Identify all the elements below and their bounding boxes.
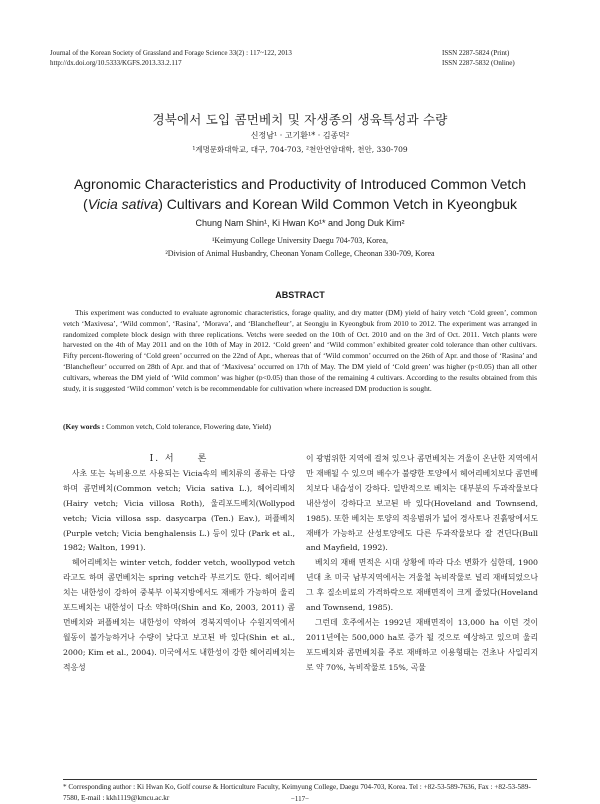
english-affiliation-1: ¹Keimyung College University Daegu 704-703, Korea, <box>212 236 388 245</box>
english-title-line1: Agronomic Characteristics and Productivity of Introduced Common Vetch <box>73 176 527 192</box>
paragraph: 헤어리베치는 winter vetch, fodder vetch, woollypod vetch 라고도 하며 콤먼베치는 spring vetch라 부르기도 한다. 헤어리베치는 내한성이 강하여 중북부 이북지방에서도 재배가 가능하며 울리포드베치는 내한성이 다소 약하며(Shin and Ko, 2003, 2011) 콤먼베치와 퍼플베치는 내한성이 약하여 경북지역이나 수원지역에서 월동이 불가능하거나 수량이 낮다고 보고된 바 있다(Shin et al., 2000; Kim et al., 2004). 미국에서도 내한성이 강한 헤어리베치는 적응성 <box>63 558 295 672</box>
english-title <box>40 174 560 214</box>
issn-print: ISSN 2287-5824 (Print) <box>442 49 510 57</box>
paragraph: 사초 또는 녹비용으로 사용되는 Vicia속의 베치류의 종류는 다양하며 콤먼베치(Common vetch; Vicia sativa L.), 헤어리베치(Hairy vetch; Vicia villosa Roth), 울리포드베치(Wollypod vetch; Vicia villosa ssp. dasycarpa (Ten.) Eav.), 퍼플베치(Purple vetch; Vicia benghalensis L.) 등이 있다 (Park et al., 1982; Walton, 1991). <box>63 468 295 553</box>
journal-header <box>50 48 292 68</box>
journal-citation: Journal of the Korean Society of Grassland and Forage Science 33(2) : 117~122, 2013 <box>50 49 292 57</box>
paragraph: 그런데 호주에서는 1992년 재배면적이 13,000 ha 이던 것이 2011년에는 500,000 ha로 증가 될 것으로 예상하고 있으며 울리포드베치와 콤먼베치를 주로 재배하고 이용형태는 건초나 사일리지로 약 70%, 녹비작물로 15%, 곡물 <box>306 617 538 672</box>
english-affiliation-2: ²Division of Animal Husbandry, Cheonan Yonam College, Cheonan 330-709, Korea <box>165 249 435 258</box>
title-rest: ) Cultivars and Korean Wild Common Vetch in Kyeongbuk <box>158 196 517 212</box>
paragraph: 베치의 재배 면적은 시대 상황에 따라 다소 변화가 심한데, 1900년대 초 미국 남부지역에서는 겨울철 녹비작물로 널리 재배되었으나 그 후 질소비료의 가격하락으로 재배면적이 크게 줄었다(Hoveland and Townsend, 1985). <box>306 558 538 613</box>
korean-affiliation: ¹계명문화대학교, 대구, 704-703, ²천안연암대학, 천안, 330-709 <box>192 145 408 154</box>
doi-link[interactable]: http://dx.doi.org/10.5333/KGFS.2013.33.2.117 <box>50 59 182 67</box>
korean-authors: 신정남¹ · 고기환¹* · 김종덕² <box>250 131 350 140</box>
footnote-divider <box>63 779 537 780</box>
page-number: −117− <box>290 795 310 803</box>
title-species: Vicia sativa <box>87 196 159 212</box>
body-column-right <box>306 452 538 676</box>
english-affiliations <box>0 234 600 260</box>
section-heading-introduction: Ⅰ. 서 론 <box>149 454 209 464</box>
english-title-line2 <box>40 194 560 214</box>
keywords-label: (Key words : <box>63 422 105 431</box>
korean-title: 경북에서 도입 콤먼베치 및 자생종의 생육특성과 수량 <box>152 112 448 127</box>
abstract-text: This experiment was conducted to evaluate agronomic characteristics, forage quality, and dry matter (DM) yield of hairy vetch ‘Cold green’, common vetch ‘Maxivesa’, ‘Wild common’, ‘Rasina’, ‘Morava’, and ‘Blanchefleur’, at Seongju in Kyeongbuk from 2010 to 2012. The experiment was arranged in randomized complete block design with three replications. Vetchs were seeded on the 10th of Oct. 2010 and on the 3rd of Oct. 2011. Vetch plants were harvested on the 4th of May 2011 and on the 10th of May in 2012. ‘Cold green’ and ‘Wild common’ exhibited greater cold tolerance than other cultivars. Fifty percent-flowering of ‘Cold green’ occurred on the 22nd of Apr., whereas that of ‘Wild common’ occurred on the 26th of Apr. and those of ‘Rasina’ and ‘Blanchefleur’ occurred on 28th of Apr. and that of ‘Maxivesa’ occurred on 17th of May. The DM yield of ‘Cold green’ was higher (p<0.05) than all other cultivars, whereas the DM yield of ‘Wild common’ was higher (p<0.05) than those of the remaining 4 cultivars. According to the results obtained from this study, it is suggested ‘Wild common’ vetch is be recommendable for cultivation where increased DM production is sought. <box>63 308 537 393</box>
issn-block <box>442 48 550 68</box>
body-column-left <box>63 452 295 676</box>
keywords <box>63 422 537 431</box>
corresponding-author-footnote: * Corresponding author : Ki Hwan Ko, Golf course & Horticulture Faculty, Keimyung College, Daegu 704-703, Korea. Tel : +82-53-589-7636, Fax : +82-53-589-7580, E-mail : kkh1119@kmcu.ac.kr <box>63 783 531 802</box>
abstract-heading: ABSTRACT <box>275 290 325 300</box>
english-authors: Chung Nam Shin¹, Ki Hwan Ko¹* and Jong Duk Kim² <box>195 218 405 228</box>
title-paren: ( <box>83 196 88 212</box>
issn-online: ISSN 2287-5832 (Online) <box>442 59 515 67</box>
paragraph: 이 광범위한 지역에 걸쳐 있으나 콤먼베치는 겨울이 온난한 지역에서만 재배될 수 있으며 배수가 불량한 토양에서 헤어리베치보다 콤먼베치보다 내습성이 강하다. 일반적으로 베치는 대부분의 두과작물보다 내산성이 강하다고 보고된 바 있다(Hoveland and Townsend, 1985). 또한 베치는 토양의 적응범위가 넓어 경사토나 진흙땅에서도 재배가 가능하고 산성토양에도 다른 두과작물보다 잘 견딘다(Bull and Mayfield, 1992). <box>306 454 538 553</box>
keywords-text: Common vetch, Cold tolerance, Flowering date, Yield) <box>104 422 272 431</box>
